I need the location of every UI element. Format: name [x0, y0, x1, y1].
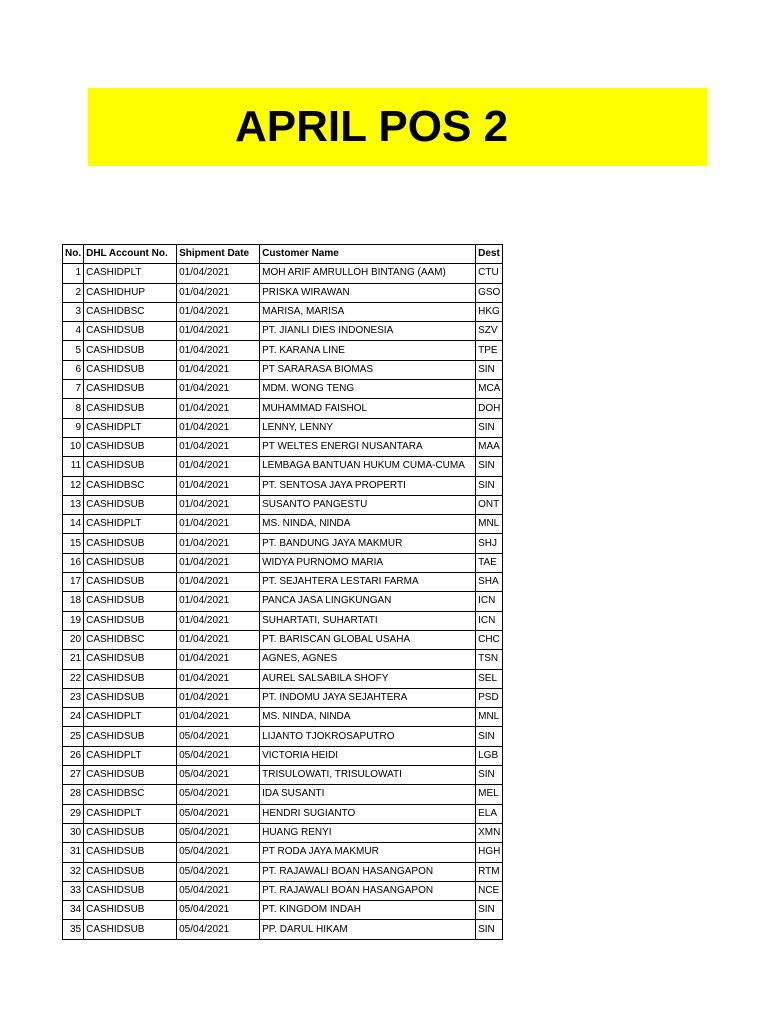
cell-no: 3: [63, 302, 84, 321]
table-row: [63, 823, 503, 842]
cell-customer-name: MS. NINDA, NINDA: [260, 515, 476, 534]
cell-dest: PSD: [476, 688, 503, 707]
cell-dest: SIN: [476, 901, 503, 920]
cell-account: CASHIDBSC: [84, 302, 177, 321]
cell-customer-name: WIDYA PURNOMO MARIA: [260, 553, 476, 572]
table-row: [63, 418, 503, 437]
cell-customer-name: PT. SEJAHTERA LESTARI FARMA: [260, 573, 476, 592]
cell-dest: HGH: [476, 843, 503, 862]
table-row: [63, 341, 503, 360]
cell-customer-name: IDA SUSANTI: [260, 785, 476, 804]
cell-no: 24: [63, 708, 84, 727]
cell-shipment-date: 01/04/2021: [177, 380, 260, 399]
table-row: [63, 901, 503, 920]
cell-dest: SIN: [476, 418, 503, 437]
cell-customer-name: PT RODA JAYA MAKMUR: [260, 843, 476, 862]
table-row: [63, 688, 503, 707]
table-row: [63, 920, 503, 939]
table-row: [63, 360, 503, 379]
cell-shipment-date: 05/04/2021: [177, 843, 260, 862]
cell-account: CASHIDPLT: [84, 708, 177, 727]
cell-account: CASHIDSUB: [84, 611, 177, 630]
cell-dest: SIN: [476, 360, 503, 379]
cell-shipment-date: 01/04/2021: [177, 495, 260, 514]
cell-shipment-date: 01/04/2021: [177, 437, 260, 456]
cell-no: 31: [63, 843, 84, 862]
cell-no: 7: [63, 380, 84, 399]
cell-customer-name: PT. BARISCAN GLOBAL USAHA: [260, 630, 476, 649]
table-row: [63, 283, 503, 302]
cell-shipment-date: 05/04/2021: [177, 920, 260, 939]
cell-customer-name: PT SARARASA BIOMAS: [260, 360, 476, 379]
cell-dest: ICN: [476, 611, 503, 630]
cell-account: CASHIDBSC: [84, 630, 177, 649]
cell-shipment-date: 01/04/2021: [177, 341, 260, 360]
cell-account: CASHIDSUB: [84, 669, 177, 688]
cell-dest: MEL: [476, 785, 503, 804]
cell-dest: SIN: [476, 727, 503, 746]
cell-no: 10: [63, 437, 84, 456]
cell-customer-name: LEMBAGA BANTUAN HUKUM CUMA-CUMA: [260, 457, 476, 476]
cell-customer-name: SUSANTO PANGESTU: [260, 495, 476, 514]
cell-dest: SZV: [476, 322, 503, 341]
cell-customer-name: PT. BANDUNG JAYA MAKMUR: [260, 534, 476, 553]
cell-account: CASHIDSUB: [84, 380, 177, 399]
table-row: [63, 457, 503, 476]
cell-account: CASHIDBSC: [84, 785, 177, 804]
cell-shipment-date: 05/04/2021: [177, 862, 260, 881]
cell-no: 6: [63, 360, 84, 379]
cell-customer-name: SUHARTATI, SUHARTATI: [260, 611, 476, 630]
cell-account: CASHIDPLT: [84, 264, 177, 283]
table-row: [63, 476, 503, 495]
cell-no: 25: [63, 727, 84, 746]
cell-account: CASHIDSUB: [84, 573, 177, 592]
cell-customer-name: MOH ARIF AMRULLOH BINTANG (AAM): [260, 264, 476, 283]
table-row: [63, 302, 503, 321]
cell-dest: CHC: [476, 630, 503, 649]
cell-account: CASHIDSUB: [84, 322, 177, 341]
cell-no: 13: [63, 495, 84, 514]
cell-no: 2: [63, 283, 84, 302]
cell-no: 34: [63, 901, 84, 920]
cell-no: 9: [63, 418, 84, 437]
cell-customer-name: MUHAMMAD FAISHOL: [260, 399, 476, 418]
cell-account: CASHIDSUB: [84, 766, 177, 785]
cell-dest: TSN: [476, 650, 503, 669]
cell-no: 27: [63, 766, 84, 785]
title-banner: [88, 88, 707, 166]
table-row: [63, 630, 503, 649]
cell-dest: ICN: [476, 592, 503, 611]
table-row: [63, 553, 503, 572]
cell-dest: NCE: [476, 881, 503, 900]
cell-dest: SIN: [476, 476, 503, 495]
cell-dest: MAA: [476, 437, 503, 456]
cell-shipment-date: 01/04/2021: [177, 515, 260, 534]
cell-shipment-date: 05/04/2021: [177, 881, 260, 900]
cell-account: CASHIDSUB: [84, 341, 177, 360]
cell-customer-name: HENDRI SUGIANTO: [260, 804, 476, 823]
cell-dest: GSO: [476, 283, 503, 302]
cell-customer-name: PRISKA WIRAWAN: [260, 283, 476, 302]
cell-no: 18: [63, 592, 84, 611]
cell-account: CASHIDSUB: [84, 437, 177, 456]
cell-no: 33: [63, 881, 84, 900]
cell-no: 8: [63, 399, 84, 418]
cell-no: 30: [63, 823, 84, 842]
cell-account: CASHIDSUB: [84, 495, 177, 514]
cell-shipment-date: 01/04/2021: [177, 322, 260, 341]
cell-customer-name: MDM. WONG TENG: [260, 380, 476, 399]
cell-shipment-date: 05/04/2021: [177, 727, 260, 746]
cell-no: 4: [63, 322, 84, 341]
cell-shipment-date: 01/04/2021: [177, 457, 260, 476]
cell-no: 28: [63, 785, 84, 804]
cell-customer-name: AGNES, AGNES: [260, 650, 476, 669]
column-header-no: No.: [63, 245, 84, 264]
cell-dest: SIN: [476, 457, 503, 476]
cell-dest: TPE: [476, 341, 503, 360]
table-row: [63, 399, 503, 418]
table-row: [63, 804, 503, 823]
cell-dest: SHA: [476, 573, 503, 592]
cell-account: CASHIDPLT: [84, 515, 177, 534]
cell-shipment-date: 01/04/2021: [177, 708, 260, 727]
cell-no: 21: [63, 650, 84, 669]
table-row: [63, 495, 503, 514]
cell-shipment-date: 01/04/2021: [177, 573, 260, 592]
cell-dest: SIN: [476, 766, 503, 785]
cell-shipment-date: 05/04/2021: [177, 804, 260, 823]
cell-customer-name: PT WELTES ENERGI NUSANTARA: [260, 437, 476, 456]
cell-no: 17: [63, 573, 84, 592]
table-row: [63, 437, 503, 456]
table-row: [63, 785, 503, 804]
table-row: [63, 746, 503, 765]
cell-customer-name: MS. NINDA, NINDA: [260, 708, 476, 727]
cell-dest: SEL: [476, 669, 503, 688]
cell-account: CASHIDSUB: [84, 727, 177, 746]
cell-no: 15: [63, 534, 84, 553]
cell-dest: RTM: [476, 862, 503, 881]
cell-account: CASHIDSUB: [84, 534, 177, 553]
cell-no: 32: [63, 862, 84, 881]
cell-shipment-date: 01/04/2021: [177, 264, 260, 283]
cell-shipment-date: 05/04/2021: [177, 746, 260, 765]
cell-shipment-date: 01/04/2021: [177, 302, 260, 321]
cell-dest: DOH: [476, 399, 503, 418]
cell-account: CASHIDSUB: [84, 843, 177, 862]
cell-account: CASHIDSUB: [84, 457, 177, 476]
cell-account: CASHIDSUB: [84, 399, 177, 418]
table-row: [63, 322, 503, 341]
column-header-dest: Dest: [476, 245, 503, 264]
cell-account: CASHIDBSC: [84, 476, 177, 495]
cell-dest: ELA: [476, 804, 503, 823]
table-row: [63, 592, 503, 611]
table-row: [63, 843, 503, 862]
cell-no: 11: [63, 457, 84, 476]
table-header-row: [63, 245, 503, 264]
cell-customer-name: HUANG RENYI: [260, 823, 476, 842]
cell-customer-name: VICTORIA HEIDI: [260, 746, 476, 765]
cell-shipment-date: 05/04/2021: [177, 901, 260, 920]
cell-account: CASHIDSUB: [84, 650, 177, 669]
table-row: [63, 669, 503, 688]
cell-shipment-date: 05/04/2021: [177, 823, 260, 842]
cell-dest: SIN: [476, 920, 503, 939]
cell-no: 29: [63, 804, 84, 823]
cell-shipment-date: 01/04/2021: [177, 399, 260, 418]
cell-shipment-date: 05/04/2021: [177, 766, 260, 785]
cell-shipment-date: 01/04/2021: [177, 476, 260, 495]
table-row: [63, 708, 503, 727]
cell-account: CASHIDSUB: [84, 881, 177, 900]
shipment-table: [62, 244, 503, 940]
cell-shipment-date: 01/04/2021: [177, 669, 260, 688]
cell-no: 19: [63, 611, 84, 630]
cell-account: CASHIDSUB: [84, 862, 177, 881]
cell-dest: LGB: [476, 746, 503, 765]
cell-account: CASHIDSUB: [84, 553, 177, 572]
table-row: [63, 862, 503, 881]
cell-shipment-date: 01/04/2021: [177, 283, 260, 302]
cell-no: 22: [63, 669, 84, 688]
cell-dest: TAE: [476, 553, 503, 572]
cell-no: 1: [63, 264, 84, 283]
cell-shipment-date: 01/04/2021: [177, 611, 260, 630]
cell-customer-name: LENNY, LENNY: [260, 418, 476, 437]
cell-customer-name: PANCA JASA LINGKUNGAN: [260, 592, 476, 611]
cell-customer-name: TRISULOWATI, TRISULOWATI: [260, 766, 476, 785]
cell-no: 23: [63, 688, 84, 707]
cell-dest: XMN: [476, 823, 503, 842]
cell-dest: MNL: [476, 708, 503, 727]
cell-no: 12: [63, 476, 84, 495]
cell-dest: MNL: [476, 515, 503, 534]
cell-shipment-date: 01/04/2021: [177, 360, 260, 379]
cell-customer-name: PT. SENTOSA JAYA PROPERTI: [260, 476, 476, 495]
table-row: [63, 611, 503, 630]
cell-shipment-date: 01/04/2021: [177, 650, 260, 669]
cell-account: CASHIDPLT: [84, 804, 177, 823]
cell-no: 26: [63, 746, 84, 765]
cell-account: CASHIDSUB: [84, 901, 177, 920]
cell-customer-name: AUREL SALSABILA SHOFY: [260, 669, 476, 688]
cell-account: CASHIDSUB: [84, 688, 177, 707]
table-row: [63, 264, 503, 283]
table-row: [63, 380, 503, 399]
cell-account: CASHIDSUB: [84, 592, 177, 611]
table-row: [63, 534, 503, 553]
cell-no: 5: [63, 341, 84, 360]
cell-no: 16: [63, 553, 84, 572]
cell-customer-name: PT. RAJAWALI BOAN HASANGAPON: [260, 862, 476, 881]
cell-dest: CTU: [476, 264, 503, 283]
table-row: [63, 881, 503, 900]
cell-dest: SHJ: [476, 534, 503, 553]
cell-customer-name: PP. DARUL HIKAM: [260, 920, 476, 939]
cell-customer-name: PT. KARANA LINE: [260, 341, 476, 360]
cell-account: CASHIDSUB: [84, 360, 177, 379]
cell-shipment-date: 01/04/2021: [177, 630, 260, 649]
cell-account: CASHIDSUB: [84, 920, 177, 939]
column-header-shipment-date: Shipment Date: [177, 245, 260, 264]
cell-customer-name: MARISA, MARISA: [260, 302, 476, 321]
cell-shipment-date: 01/04/2021: [177, 553, 260, 572]
column-header-account: DHL Account No.: [84, 245, 177, 264]
cell-shipment-date: 05/04/2021: [177, 785, 260, 804]
cell-customer-name: PT. JIANLI DIES INDONESIA: [260, 322, 476, 341]
cell-account: CASHIDPLT: [84, 418, 177, 437]
cell-dest: MCA: [476, 380, 503, 399]
table-row: [63, 727, 503, 746]
table-row: [63, 573, 503, 592]
table-row: [63, 766, 503, 785]
cell-dest: ONT: [476, 495, 503, 514]
table-row: [63, 650, 503, 669]
cell-account: CASHIDSUB: [84, 823, 177, 842]
cell-account: CASHIDHUP: [84, 283, 177, 302]
cell-shipment-date: 01/04/2021: [177, 592, 260, 611]
cell-dest: HKG: [476, 302, 503, 321]
cell-shipment-date: 01/04/2021: [177, 688, 260, 707]
cell-shipment-date: 01/04/2021: [177, 534, 260, 553]
cell-account: CASHIDPLT: [84, 746, 177, 765]
cell-shipment-date: 01/04/2021: [177, 418, 260, 437]
cell-customer-name: LIJANTO TJOKROSAPUTRO: [260, 727, 476, 746]
cell-no: 14: [63, 515, 84, 534]
cell-customer-name: PT. RAJAWALI BOAN HASANGAPON: [260, 881, 476, 900]
cell-customer-name: PT. INDOMU JAYA SEJAHTERA: [260, 688, 476, 707]
cell-customer-name: PT. KINGDOM INDAH: [260, 901, 476, 920]
column-header-customer-name: Customer Name: [260, 245, 476, 264]
table-row: [63, 515, 503, 534]
page-title: APRIL POS 2: [235, 102, 509, 151]
cell-no: 35: [63, 920, 84, 939]
cell-no: 20: [63, 630, 84, 649]
table-body: [63, 264, 503, 939]
